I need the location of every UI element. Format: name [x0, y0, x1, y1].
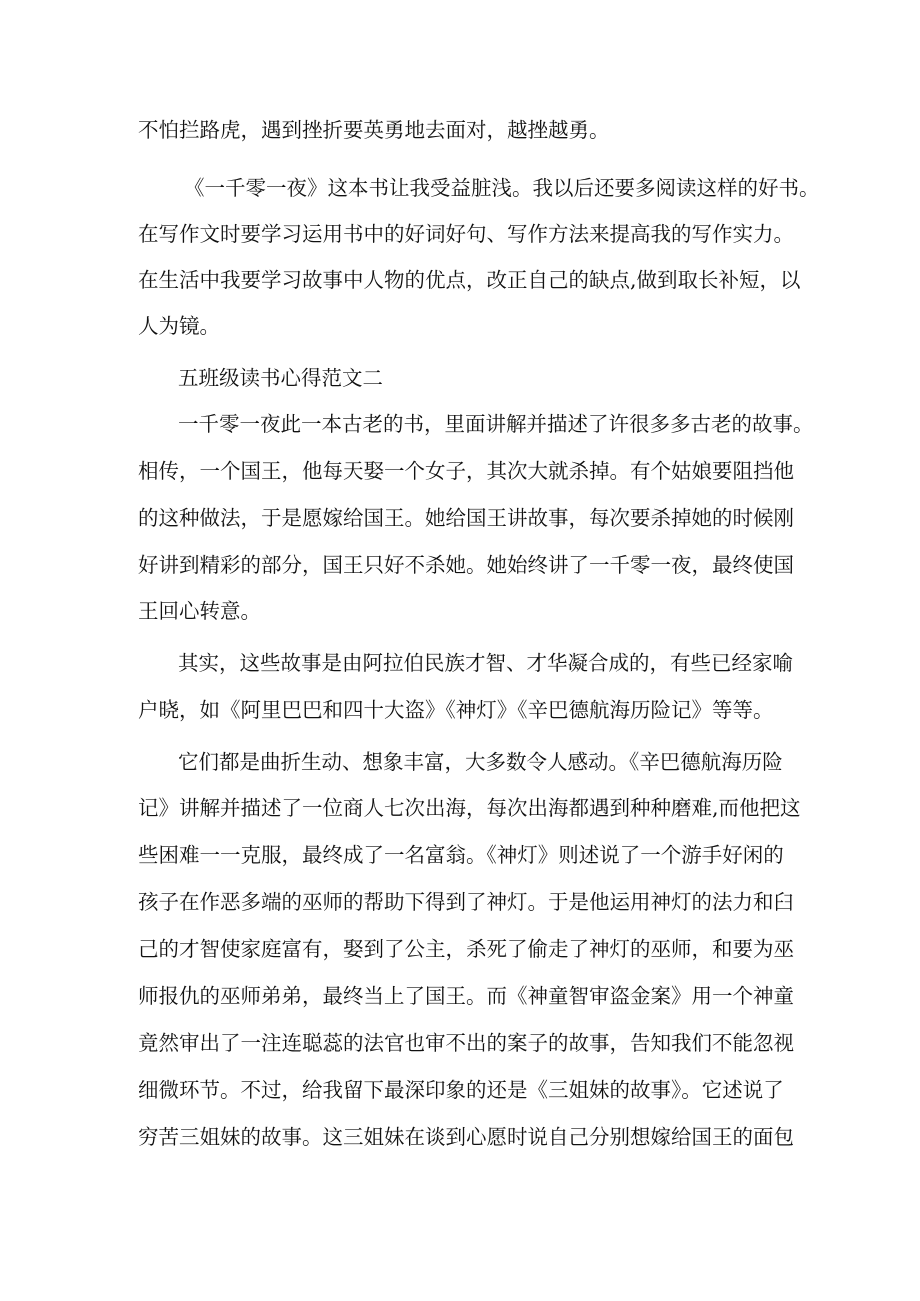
text-line: 它们都是曲折生动、想象丰富，大多数令人感动。《辛巴德航海历险 [178, 750, 783, 774]
text-line: 师报仇的巫师弟弟，最终当上了国王。而《神童智审盗金案》用一个神童 [138, 984, 794, 1008]
text-line: 己的才智使家庭富有，娶到了公主，杀死了偷走了神灯的巫师，和要为巫 [138, 937, 794, 961]
text-line: 相传，一个国王，他每天娶一个女子，其次大就杀掉。有个姑娘要阻挡他 [138, 459, 794, 483]
text-line: 在生活中我要学习故事中人物的优点，改正自己的缺点,做到取长补短，以 [138, 268, 801, 292]
text-line: 记》讲解并描述了一位商人七次出海，每次出海都遇到种种磨难,而他把这 [138, 796, 801, 820]
text-line: 一千零一夜此一本古老的书，里面讲解并描述了许很多多古老的故事。 [178, 412, 814, 436]
text-line: 不怕拦路虎，遇到挫折要英勇地去面对，越挫越勇。 [138, 118, 610, 142]
text-line: 在写作文时要学习运用书中的好词好句、写作方法来提高我的写作实力。 [138, 222, 794, 246]
text-line: 《一千零一夜》这本书让我受益脏浅。我以后还要多阅读这样的好书。 [184, 176, 820, 200]
text-line: 竟然审出了一注连聪蕊的法官也审不出的案子的故事，告知我们不能忽视 [138, 1031, 794, 1055]
text-line: 人为镜。 [138, 314, 220, 338]
text-line: 孩子在作恶多端的巫师的帮助下得到了神灯。于是他运用神灯的法力和臼 [138, 890, 794, 914]
text-line: 王回心转意。 [138, 599, 261, 623]
text-line: 些困难一一克服，最终成了一名富翁。《神灯》则述说了一个游手好闲的 [138, 843, 784, 867]
text-line: 户晓，如《阿里巴巴和四十大盗》《神灯》《辛巴德航海历险记》等等。 [138, 698, 774, 722]
text-line: 的这种做法，于是愿嫁给国王。她给国王讲故事，每次要杀掉她的时候刚 [138, 506, 794, 530]
text-line: 细微环节。不过，给我留下最深印象的还是《三姐妹的故事》。它述说了 [138, 1078, 784, 1102]
text-line: 其实，这些故事是由阿拉伯民族才智、才华凝合成的，有些已经家喻 [178, 651, 793, 675]
text-line: 穷苦三姐妹的故事。这三姐妹在谈到心愿时说自己分别想嫁给国王的面包 [138, 1125, 794, 1149]
text-line: 好讲到精彩的部分，国王只好不杀她。她始终讲了一千零一夜，最终使国 [138, 553, 794, 577]
section-heading: 五班级读书心得范文二 [178, 366, 383, 390]
